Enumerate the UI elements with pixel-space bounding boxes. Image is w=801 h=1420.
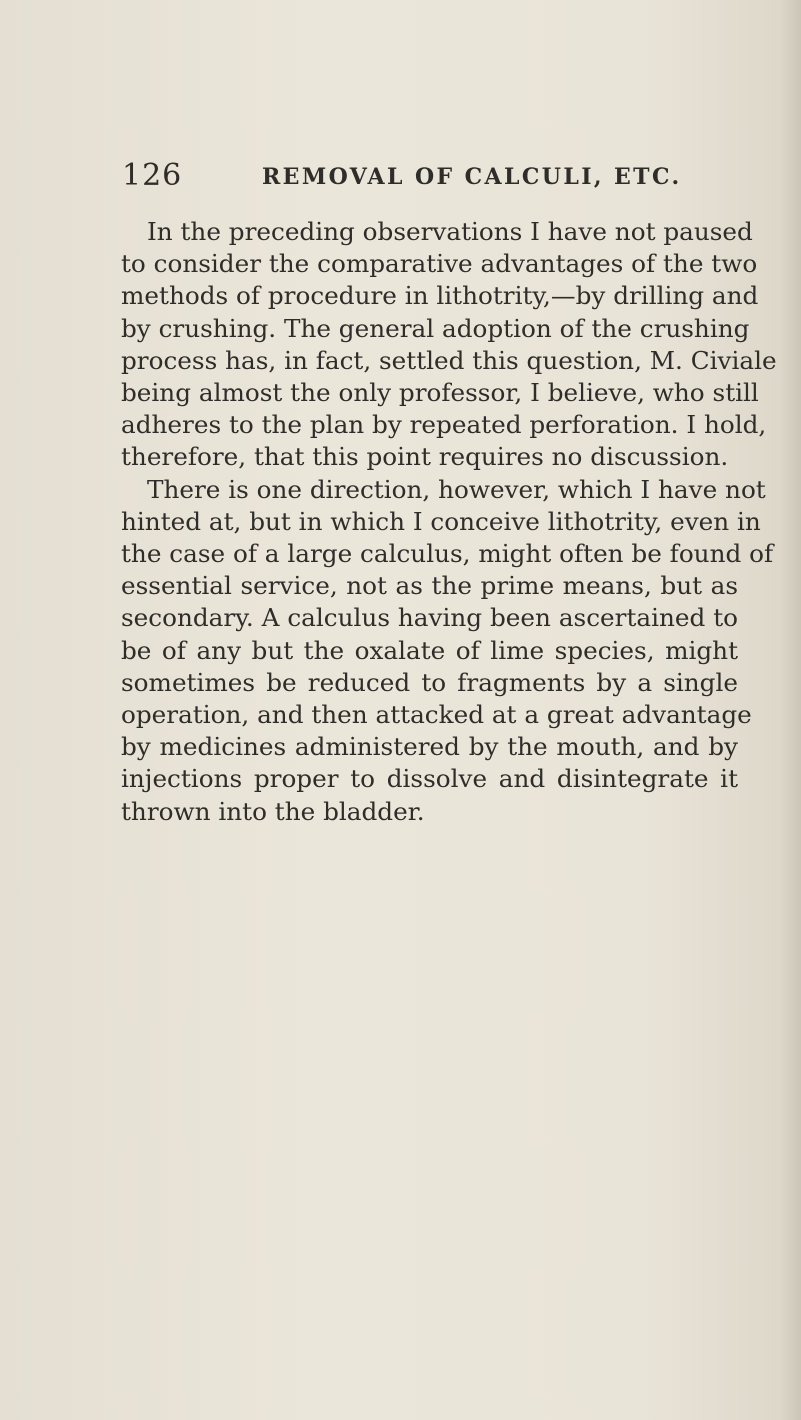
text-line: by medicines administered by the mouth, and by	[121, 732, 738, 762]
text-line: the case of a large calculus, might often be found of	[121, 539, 774, 569]
text-line: by crushing. The general adoption of the crushing	[121, 313, 750, 343]
text-line: to consider the comparative advantages of the two	[121, 249, 758, 279]
running-head	[122, 158, 732, 198]
text-line: sometimes be reduced to fragments by a single	[121, 667, 738, 697]
paragraph	[121, 216, 777, 474]
text-line: operation, and then attacked at a great advantage	[121, 700, 752, 730]
body-text	[121, 216, 777, 828]
text-line: There is one direction, however, which I have not	[147, 474, 766, 504]
text-line: being almost the only professor, I believe, who still	[121, 378, 759, 408]
text-line: essential service, not as the prime means, but as	[121, 571, 738, 601]
text-line: be of any but the oxalate of lime species, might	[121, 635, 738, 665]
text-line: In the preceding observations I have not paused	[147, 217, 753, 246]
text-line: injections proper to dissolve and disintegrate it	[121, 764, 738, 794]
text-line: adheres to the plan by repeated perforation. I hold,	[121, 410, 767, 440]
page-number: 126	[122, 158, 183, 193]
text-line: thrown into the bladder.	[121, 796, 425, 826]
running-head-title: REMOVAL OF CALCULI, ETC.	[262, 164, 682, 190]
text-line: hinted at, but in which I conceive lithotrity, even in	[121, 506, 761, 536]
text-line: secondary. A calculus having been ascertained to	[121, 603, 738, 633]
text-line: methods of procedure in lithotrity,—by drilling and	[121, 281, 759, 311]
text-line: process has, in fact, settled this question, M. Civiale	[121, 345, 777, 375]
paragraph	[121, 474, 774, 828]
page-edge-shadow	[779, 0, 801, 1420]
text-line: therefore, that this point requires no discussion.	[121, 442, 729, 472]
